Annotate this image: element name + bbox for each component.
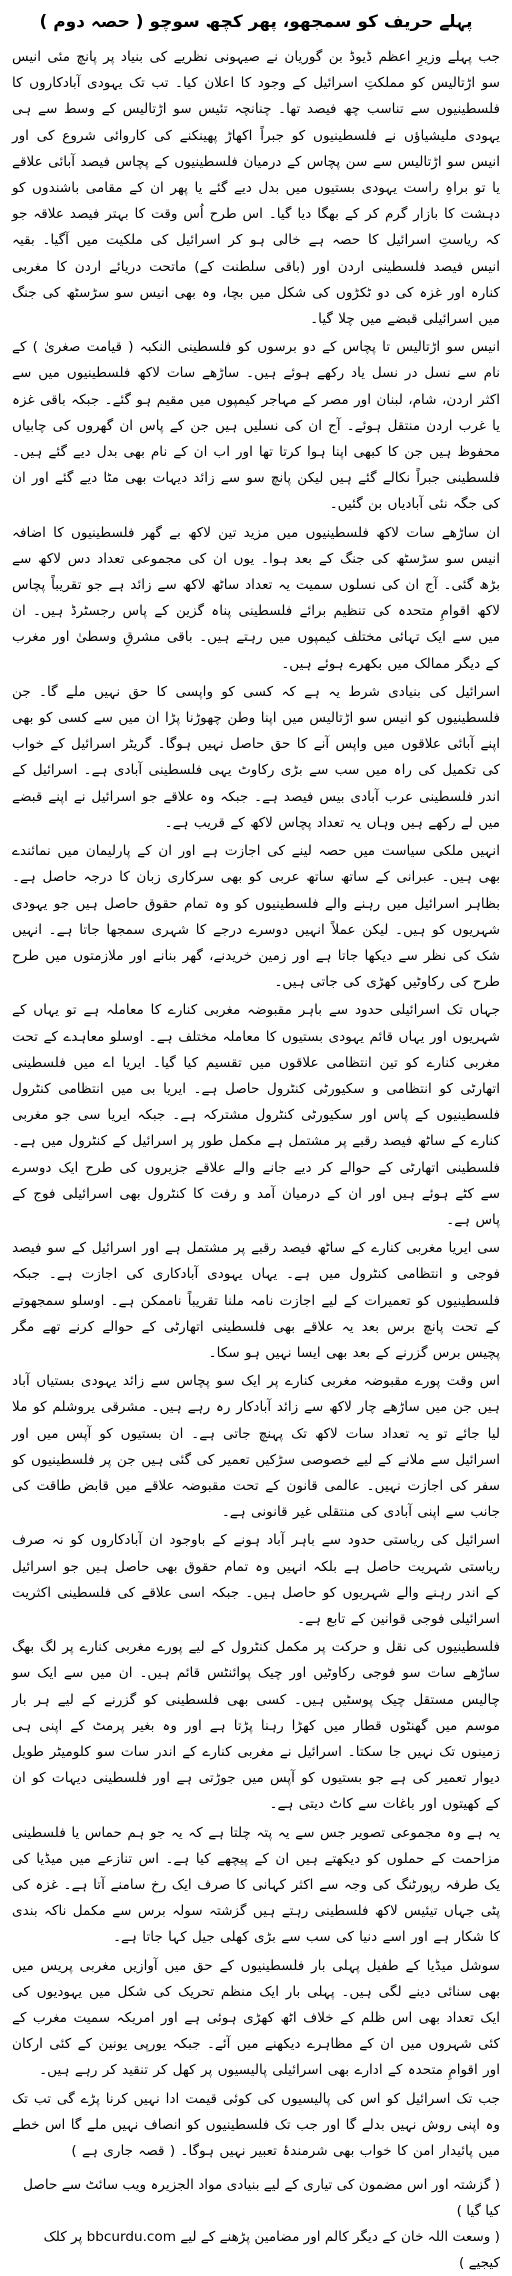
footer-prefix: ( وسعت اللہ خان کے دیگر کالم اور مضامین پڑھنے کے لیے [180,2229,500,2246]
article-body [12,44,500,2164]
paragraph: یہ ہے وہ مجموعی تصویر جس سے یہ پتہ چلتا ہے کہ یہ جو ہم حماس یا فلسطینی مزاحمت کے حملوں کو دیکھتے ہیں ان کے پیچھے کیا ہے۔ اس تنازعے میں میڈیا کی یک طرفہ رپورٹنگ کی وجہ سے اکثر کہانی کا صرف ایک رخ سامنے آتا ہے۔ غزہ کی پٹی جہاں تیئیس لاکھ فلسطینی رہتے ہیں گزشتہ سولہ برس سے مکمل ناکہ بندی کا شکار ہے اور اسے دنیا کی سب سے بڑی کھلی جیل کہا جاتا ہے۔ [12,1824,500,1946]
paragraph: اسرائیل کی ریاستی حدود سے باہر آباد ہونے کے باوجود ان آبادکاروں کو نہ صرف ریاستی شہریت حاصل ہے بلکہ انہیں وہ تمام حقوق بھی حاصل ہیں جو اسرائیل کے اندر رہنے والے شہریوں کو حاصل ہیں۔ جبکہ اسی علاقے کی فلسطینی اکثریت اسرائیلی فوجی قوانین کے تابع ہے۔ [12,1532,500,1627]
paragraph: جب پہلے وزیرِ اعظم ڈیوڈ بن گوریان نے صیہونی نظریے کی بنیاد پر پانچ مئی انیس سو اڑتالیس کو مملکتِ اسرائیل کے وجود کا اعلان کیا۔ تب تک یہودی آبادکاروں کا فلسطینیوں سے تناسب چھ فیصد تھا۔ چنانچہ تئیس سو اڑتالیس کے وسط سے ہی یہودی ملیشیاؤں نے فلسطینیوں کو جبراً اکھاڑ پھینکنے کی کاروائی شروع کی اور انیس سو اڑتالیس سے سن پچاس کے درمیان فلسطینیوں کے پچاس فیصد آبائی علاقے یا تو براہِ راست یہودی بستیوں میں بدل دیے گئے یا پھر ان کے مقامی باشندوں کو دہشت کا بازار گرم کر کے بھگا دیا گیا۔ اس طرح اُس وقت کا بہتر فیصد علاقہ جو کہ ریاستِ اسرائیل کا حصہ ہے خالی ہو کر اسرائیل کی ملکیت میں آگیا۔ بقیہ انیس فیصد فلسطینی اردن اور (باقی سلطنت کے) ماتحت دریائے اردن کا مغربی کنارہ اور غزہ کی دو ٹکڑوں کی شکل میں بچا، وہ بھی انیس سو سڑسٹھ کی جنگ میں اسرائیلی قبضے میں چلا گیا۔ [12,49,500,328]
paragraph: جب تک اسرائیل کو اس کی پالیسیوں کی کوئی قیمت ادا نہیں کرنا پڑے گی تب تک وہ اپنی روش نہیں بدلے گا اور جب تک فلسطینیوں کو انصاف نہیں ملے گا اس خطے میں پائیدار امن کا خواب بھی شرمندۂ تعبیر نہیں ہوگا۔ ( قصہ جاری ہے ) [12,2090,500,2160]
footer-suffix: پر کلک کیجیے ) [43,2229,500,2272]
paragraph: انہیں ملکی سیاست میں حصہ لینے کی اجازت ہے اور ان کے پارلیمان میں نمائندے بھی ہیں۔ عبرانی کے ساتھ ساتھ عربی کو بھی سرکاری زبان کا درجہ حاصل ہے۔ بظاہر اسرائیل میں رہنے والے فلسطینیوں کو وہ تمام حقوق حاصل ہیں جو یہودی شہریوں کو ہیں۔ لیکن عملاً انہیں دوسرے درجے کا شہری سمجھا جاتا ہے۔ انہیں شک کی نظر سے دیکھا جاتا ہے اور زمین خریدنے، گھر بنانے اور ملازمتوں میں طرح طرح کی رکاوٹیں کھڑی کی جاتی ہیں۔ [12,843,500,991]
footer-link[interactable]: bbcurdu.com [86,2229,176,2246]
paragraph: اسرائیل کی بنیادی شرط یہ ہے کہ کسی کو واپسی کا حق نہیں ملے گا۔ جن فلسطینیوں کو انیس سو اڑتالیس میں اپنا وطن چھوڑنا پڑا ان میں سے کسی کو بھی اپنے آبائی علاقوں میں واپس آنے کا حق حاصل نہیں ہوگا۔ گریٹر اسرائیل کے خواب کی تکمیل کی راہ میں سب سے بڑی رکاوٹ یہی فلسطینی آبادی ہے۔ اسرائیل کے اندر فلسطینی عرب آبادی بیس فیصد ہے۔ جبکہ وہ علاقے جو اسرائیل نے اپنے قبضے میں لے رکھے ہیں وہاں یہ تعداد پچاس لاکھ کے قریب ہے۔ [12,683,500,831]
paragraph: فلسطینیوں کی نقل و حرکت پر مکمل کنٹرول کے لیے پورے مغربی کنارے پر لگ بھگ ساڑھے سات سو فوجی رکاوٹیں اور چیک پوائنٹس قائم ہیں۔ ان میں سے ایک سو چالیس مستقل چیک پوسٹیں ہیں۔ کسی بھی فلسطینی کو گزرنے کے لیے ہر بار موسم میں گھنٹوں قطار میں کھڑا رہنا پڑتا ہے اور وہ بغیر پرمٹ کے اپنی ہی زمینوں تک نہیں جا سکتا۔ اسرائیل نے مغربی کنارے کے اندر سات سو کلومیٹر طویل دیوار تعمیر کی ہے جو بستیوں کو آپس میں جوڑتی ہے اور فلسطینی دیہات کو ان کے کھیتوں اور باغات سے کاٹ دیتی ہے۔ [12,1639,500,1813]
article-title: پہلے حریف کو سمجھو، پھر کچھ سوچو ( حصہ دوم ) [39,12,473,32]
paragraph: ان ساڑھے سات لاکھ فلسطینیوں میں مزید تین لاکھ بے گھر فلسطینیوں کا اضافہ انیس سو سڑسٹھ کی جنگ کے بعد ہوا۔ یوں ان کی مجموعی تعداد دس لاکھ سے بڑھ گئی۔ آج ان کی نسلوں سمیت یہ تعداد ساٹھ لاکھ سے زائد ہے جو تقریباً پچاس لاکھ اقوامِ متحدہ کی تنظیم برائے فلسطینی پناہ گزین کے پاس رجسٹرڈ ہیں۔ ان میں سے ایک تہائی مختلف کیمپوں میں رہتے ہیں۔ باقی مشرقِ وسطیٰ اور مغرب کے دیگر ممالک میں بکھرے ہوئے ہیں۔ [12,524,500,672]
paragraph: انیس سو اڑتالیس تا پچاس کے دو برسوں کو فلسطینی النکبہ ( قیامت صغریٰ ) کے نام سے نسل در نسل یاد رکھے ہوئے ہیں۔ ساڑھے سات لاکھ فلسطینیوں میں سے اکثر اردن، شام، لبنان اور مصر کے مہاجر کیمپوں میں مقیم ہو گئے۔ جبکہ باقی غزہ یا غرب اردن منتقل ہوئے۔ آج ان کی نسلیں ہیں جن کے پاس ان گھروں کی چابیاں محفوظ ہیں جن کا کبھی اپنا ہوا کرتا تھا اور اب ان کے نام بھی بدل دیے گئے ہیں۔ فلسطینی جبراً نکالے گئے ہیں لیکن پانچ سو سے زائد دیہات بھی مٹا دیے گئے اور ان کی جگہ نئی آبادیاں بن گئیں۔ [12,339,500,513]
paragraph: سوشل میڈیا کے طفیل پہلی بار فلسطینیوں کے حق میں آوازیں مغربی پریس میں بھی سنائی دینے لگی ہیں۔ پہلی بار ایک منظم تحریک کی شکل میں یہودیوں کی ایک تعداد بھی اس ظلم کے خلاف اٹھ کھڑی ہوئی ہے اور امریکہ سمیت مغرب کے کئی شہروں میں ان کے مظاہرے دیکھنے میں آئے۔ جبکہ یورپی یونین کے کئی ارکان اور اقوامِ متحدہ کے ادارے بھی اسرائیلی پالیسیوں پر کھل کر تنقید کر رہے ہیں۔ [12,1957,500,2079]
paragraph: سی ایریا مغربی کنارے کے ساٹھ فیصد رقبے پر مشتمل ہے اور اسرائیل کے سو فیصد فوجی و انتظامی کنٹرول میں ہے۔ یہاں یہودی آبادکاری کی اجازت ہے۔ جبکہ فلسطینیوں کو تعمیرات کے لیے اجازت نامہ ملنا تقریباً ناممکن ہے۔ اوسلو سمجھوتے کے تحت پانچ برس بعد یہ علاقے بھی فلسطینی اتھارٹی کے حوالے کرنے تھے مگر پچیس برس گزرنے کے بعد بھی ایسا نہیں ہو سکا۔ [12,1240,500,1361]
paragraph: اس وقت پورے مقبوضہ مغربی کنارے پر ایک سو پچاس سے زائد یہودی بستیاں آباد ہیں جن میں ساڑھے چار لاکھ سے زائد آبادکار رہ رہے ہیں۔ مشرقی یروشلم کو ملا لیا جائے تو یہ تعداد سات لاکھ تک پہنچ جاتی ہے۔ ان بستیوں کو آپس میں اور اسرائیل سے ملانے کے لیے خصوصی سڑکیں تعمیر کی گئی ہیں جن پر فلسطینیوں کو سفر کی اجازت نہیں۔ عالمی قانون کے تحت مقبوضہ علاقے میں قابض طاقت کی جانب سے اپنی آبادی کی منتقلی غیر قانونی ہے۔ [12,1373,500,1521]
source-note: ( گزشتہ اور اس مضمون کی تیاری کے لیے بنیادی مواد الجزیرہ ویب سائٹ سے حاصل کیا گیا ) [23,2177,500,2220]
article-footer [12,2224,500,2276]
paragraph: جہاں تک اسرائیلی حدود سے باہر مقبوضہ مغربی کنارے کا معاملہ ہے تو یہاں کے شہریوں اور یہاں قائم یہودی بستیوں کا معاملہ مختلف ہے۔ اوسلو معاہدے کے تحت مغربی کنارے کو تین انتظامی علاقوں میں تقسیم کیا گیا۔ ایریا اے میں فلسطینی اتھارٹی کو انتظامی و سکیورٹی کنٹرول حاصل ہے۔ ایریا بی میں انتظامی کنٹرول فلسطینیوں کے پاس اور سکیورٹی کنٹرول مشترکہ ہے۔ جبکہ ایریا سی جو مغربی کنارے کے ساٹھ فیصد رقبے پر مشتمل ہے مکمل طور پر اسرائیل کے کنٹرول میں ہے۔ فلسطینی اتھارٹی کے حوالے کر دیے جانے والے علاقے جزیروں کی طرح ایک دوسرے سے کٹے ہوئے ہیں اور ان کے درمیان آمد و رفت کا کنٹرول بھی اسرائیلی فوج کے پاس ہے۔ [12,1002,500,1228]
